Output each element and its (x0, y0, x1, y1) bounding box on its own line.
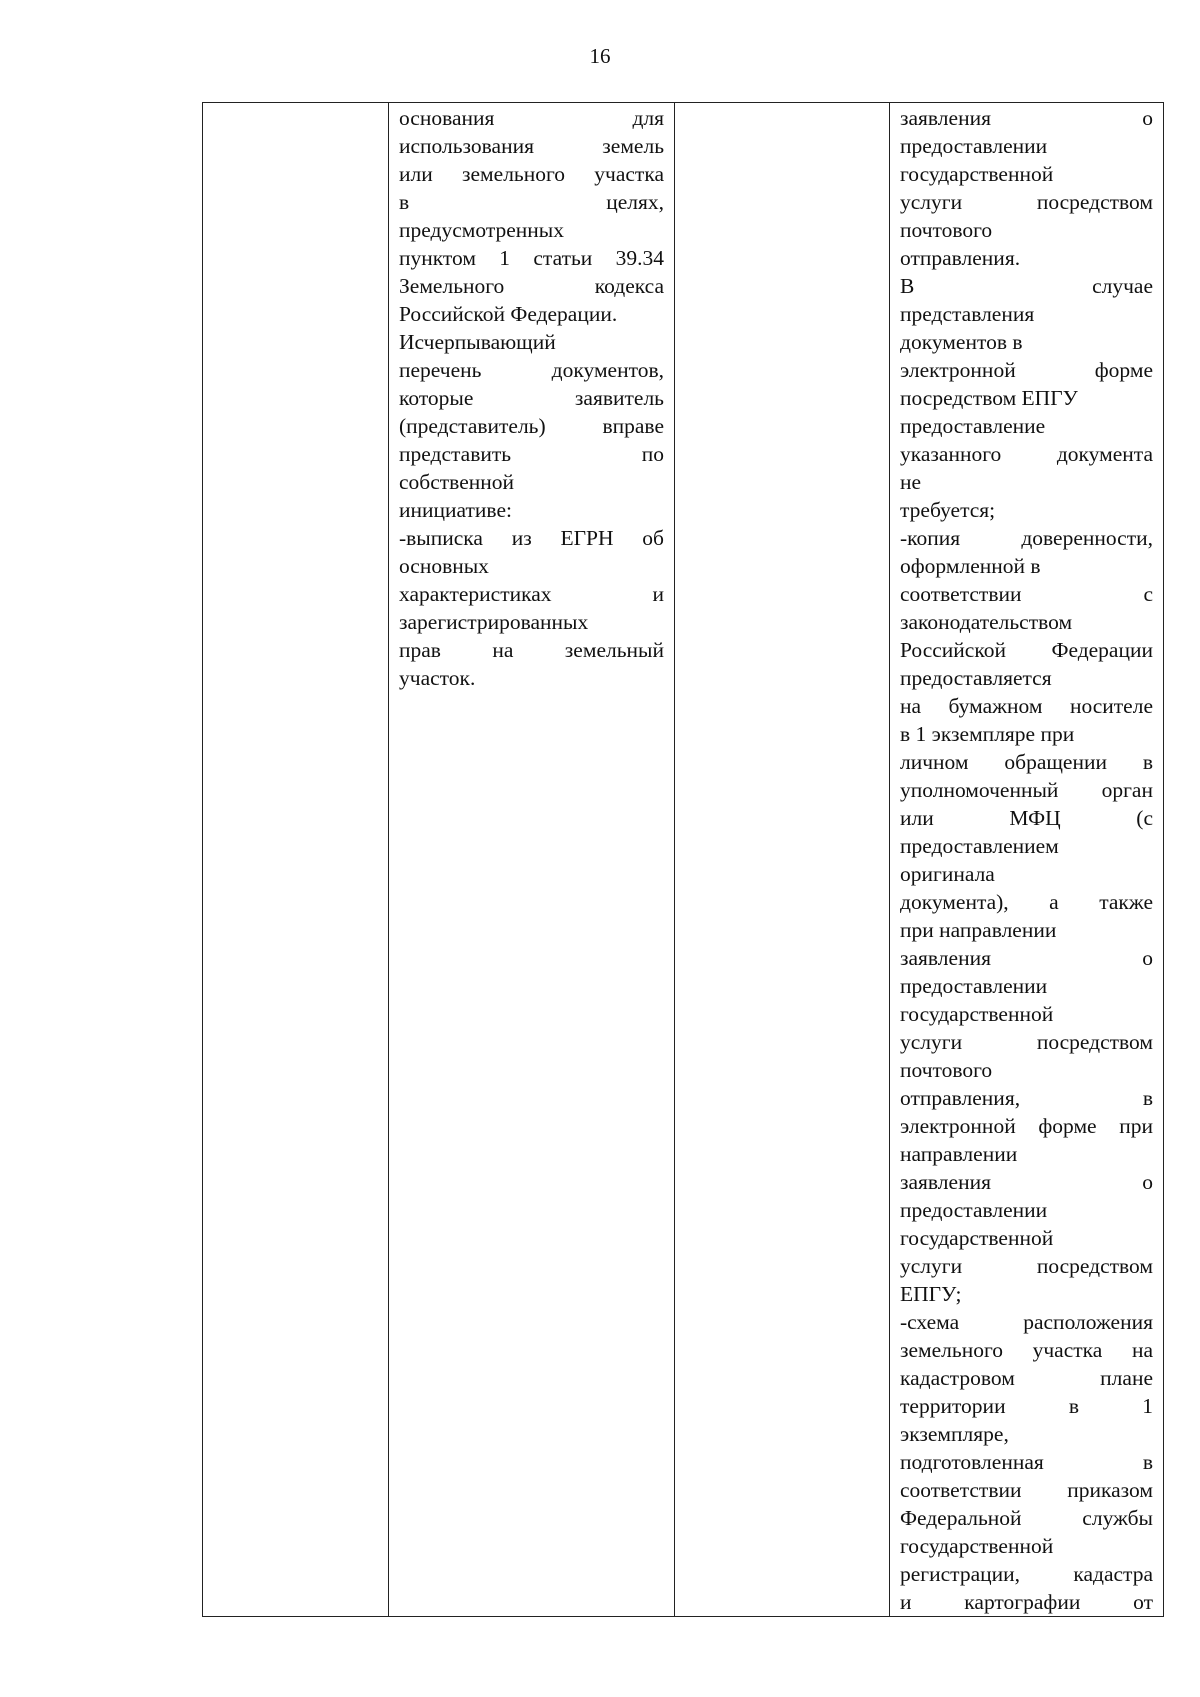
text-line: не (900, 470, 922, 494)
text-line: -схема расположения (900, 1310, 1153, 1334)
text-line: предоставлении (900, 974, 1048, 998)
text-line: в 1 экземпляре при (900, 722, 1075, 746)
page-number: 16 (589, 44, 611, 68)
text-line: государственной (900, 162, 1054, 186)
text-line: использования земель (399, 134, 664, 158)
text-line: представления (900, 302, 1035, 326)
text-line: Российской Федерации (900, 638, 1153, 662)
text-line: или земельного участка (399, 162, 664, 186)
text-line: уполномоченный орган (900, 778, 1153, 802)
text-line: направлении (900, 1142, 1018, 1166)
text-line: на бумажном носителе (900, 694, 1153, 718)
text-line: предоставляется (900, 666, 1052, 690)
cell-text-col2 (389, 103, 674, 692)
text-line: регистрации, кадастра (900, 1562, 1153, 1586)
text-line: пунктом 1 статьи 39.34 (399, 246, 664, 270)
text-line: государственной (900, 1002, 1054, 1026)
text-line: документа), а также (900, 890, 1153, 914)
text-line: государственной (900, 1226, 1054, 1250)
text-line: прав на земельный (399, 638, 664, 662)
document-table (202, 102, 1164, 1617)
text-line: оригинала (900, 862, 995, 886)
text-line: документов в (900, 330, 1023, 354)
text-line: в целях, (399, 190, 664, 214)
text-line: электронной форме (900, 358, 1153, 382)
text-line: предоставление (900, 414, 1046, 438)
text-line: заявления о (900, 106, 1153, 130)
text-line: Российской Федерации. (399, 302, 618, 326)
text-line: соответствии приказом (900, 1478, 1153, 1502)
text-line: Земельного кодекса (399, 274, 664, 298)
table-cell-col2 (389, 103, 675, 1617)
text-line: заявления о (900, 946, 1153, 970)
text-line: личном обращении в (900, 750, 1153, 774)
text-line: почтового (900, 218, 993, 242)
text-line: предоставлении (900, 1198, 1048, 1222)
text-line: ЕПГУ; (900, 1282, 962, 1306)
text-line: почтового (900, 1058, 993, 1082)
text-line: -копия доверенности, (900, 526, 1153, 550)
text-line: оформленной в (900, 554, 1041, 578)
text-line: зарегистрированных (399, 610, 589, 634)
text-line: участок. (399, 666, 476, 690)
text-line: или МФЦ (с (900, 806, 1153, 830)
text-line: В случае (900, 274, 1153, 298)
text-line: услуги посредством (900, 1030, 1153, 1054)
table-cell-col3 (675, 103, 890, 1617)
text-line: соответствии с (900, 582, 1153, 606)
cell-text-col4 (890, 103, 1163, 1616)
text-line: заявления о (900, 1170, 1153, 1194)
text-line: подготовленная в (900, 1450, 1153, 1474)
text-line: (представитель) вправе (399, 414, 664, 438)
text-line: перечень документов, (399, 358, 664, 382)
text-line: предусмотренных (399, 218, 564, 242)
text-line: территории в 1 (900, 1394, 1153, 1418)
text-line: посредством ЕПГУ (900, 386, 1078, 410)
text-line: услуги посредством (900, 1254, 1153, 1278)
text-line: отправления, в (900, 1086, 1153, 1110)
cell-text-col1 (203, 103, 388, 104)
text-line: предоставлении (900, 134, 1048, 158)
text-line: услуги посредством (900, 190, 1153, 214)
text-line: собственной (399, 470, 515, 494)
text-line: предоставлением (900, 834, 1059, 858)
text-line: характеристиках и (399, 582, 664, 606)
text-line: законодательством (900, 610, 1073, 634)
text-line: основания для (399, 106, 664, 130)
text-line: государственной (900, 1534, 1054, 1558)
text-line: указанного документа (900, 442, 1153, 466)
text-line: и картографии от (900, 1590, 1153, 1614)
text-line: требуется; (900, 498, 996, 522)
text-line: отправления. (900, 246, 1021, 270)
text-line: земельного участка на (900, 1338, 1153, 1362)
text-line: инициативе: (399, 498, 512, 522)
text-line: Исчерпывающий (399, 330, 556, 354)
text-line: экземпляре, (900, 1422, 1009, 1446)
text-line: электронной форме при (900, 1114, 1153, 1138)
text-line: при направлении (900, 918, 1057, 942)
text-line: основных (399, 554, 489, 578)
table-cell-col1 (203, 103, 389, 1617)
text-line: представить по (399, 442, 664, 466)
text-line: которые заявитель (399, 386, 664, 410)
text-line: Федеральной службы (900, 1506, 1153, 1530)
table-row (203, 103, 1164, 1617)
text-line: -выписка из ЕГРН об (399, 526, 664, 550)
table-cell-col4 (890, 103, 1164, 1617)
cell-text-col3 (675, 103, 889, 104)
text-line: кадастровом плане (900, 1366, 1153, 1390)
